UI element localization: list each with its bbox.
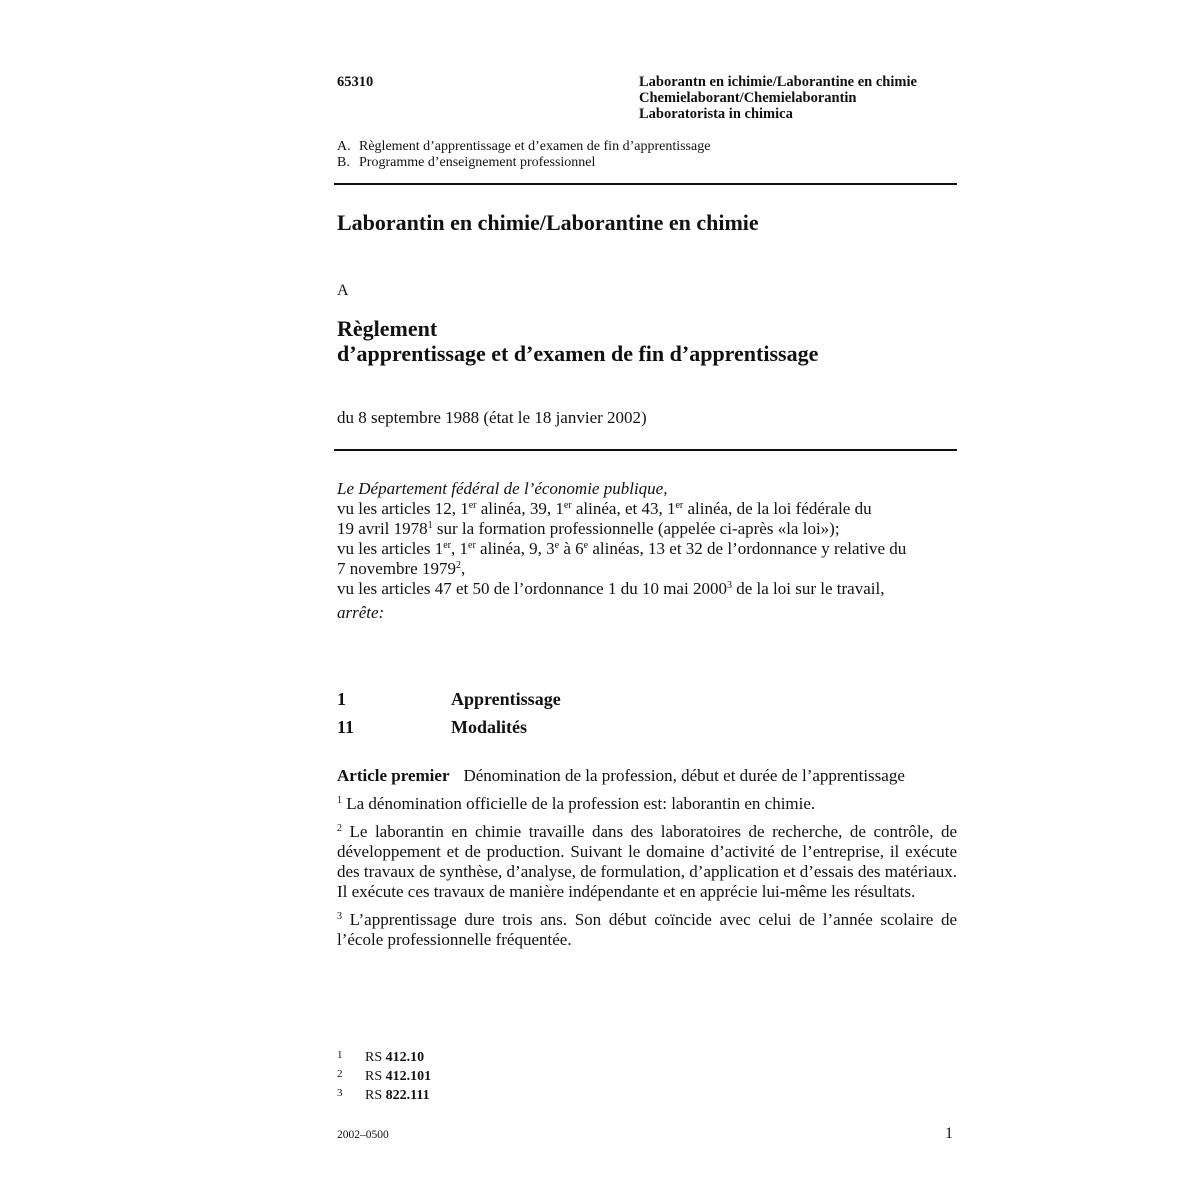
preamble [337,479,962,623]
page-number: 1 [945,1125,953,1142]
header-titles [639,74,959,122]
section-title: Apprentissage [451,689,561,709]
article-1 [337,766,957,958]
footnote-ref: 3 [726,580,732,591]
subsection-heading [337,717,527,738]
header-title-it: Laboratorista in chimica [639,106,793,122]
preamble-authority: Le Département fédéral de l’économie publique, [337,479,668,498]
divider-top [334,183,957,185]
toc-item-a-text: Règlement d’apprentissage et d’examen de fin d’apprentissage [359,139,711,154]
footnote: 1 RS 412.10 [337,1049,425,1065]
toc-item-b [337,155,595,171]
header-title-fr: Laborantn en ichimie/Laborantine en chimie [639,74,917,90]
footnote: 3 RS 822.111 [337,1087,430,1103]
preamble-decision: arrête: [337,603,385,622]
preamble-line: 19 avril 1978$^1$ sur la formation professionnelle (appelée ci-après «la loi»); [337,519,840,538]
footer-code: 2002–0500 [337,1129,389,1141]
article-paragraph: $^1$ La dénomination officielle de la profession est: laborantin en chimie. [337,794,816,813]
footnote-ref: 1 [427,520,433,531]
section-title: Modalités [451,717,527,737]
document-number: 65310 [337,74,374,90]
footnote-ref: 2 [455,560,461,571]
footnotes [337,1047,431,1104]
footnote: 2 RS 412.101 [337,1068,432,1084]
preamble-line: vu les articles 47 et 50 de l’ordonnance 1 du 10 mai 2000$^3$ de la loi sur le travail, [337,579,885,598]
regulation-title-line-2: d’apprentissage et d’examen de fin d’apprentissage [337,341,819,366]
preamble-line: vu les articles 1er, 1er alinéa, 9, 3e à 6e alinéas, 13 et 32 de l’ordonnance y relative du [337,539,907,558]
section-number: 1 [337,689,346,709]
section-heading [337,689,561,710]
toc-item-a-key: A. [337,139,351,154]
main-title: Laborantin en chimie/Laborantine en chimie [337,210,759,235]
article-title: Dénomination de la profession, début et durée de l’apprentissage [463,766,905,785]
article-heading [337,766,957,786]
section-number: 11 [337,717,355,737]
article-paragraph: $^2$ Le laborantin en chimie travaille dans des laboratoires de recherche, de contrôle, de développement et de production. Suivant le domaine d’activité de l’entreprise, il exécute des travaux de synthèse, d’analyse, de formulation, d’application et d’essais des matériaux. Il exécute ces travaux de manière indépendante et en apprécie lui-même les résultats. [337,822,957,901]
part-letter: A [337,282,349,299]
article-label: Article premier [337,766,450,785]
toc-item-b-key: B. [337,155,350,170]
regulation-date: du 8 septembre 1988 (état le 18 janvier 2002) [337,408,647,427]
divider-bottom [334,449,957,451]
article-paragraph: $^3$ L’apprentissage dure trois ans. Son début coïncide avec celui de l’année scolaire de l’école professionnelle fréquentée. [337,910,957,949]
regulation-title [337,316,818,366]
preamble-line: vu les articles 12, 1er alinéa, 39, 1er alinéa, et 43, 1er alinéa, de la loi fédérale du [337,499,872,518]
toc-item-a [337,139,710,155]
preamble-line: 7 novembre 1979$^2$, [337,559,466,578]
document-page [337,0,957,1200]
toc-item-b-text: Programme d’enseignement professionnel [359,155,596,170]
header-title-de: Chemielaborant/Chemielaborantin [639,90,857,106]
regulation-title-line-1: Règlement [337,316,438,341]
